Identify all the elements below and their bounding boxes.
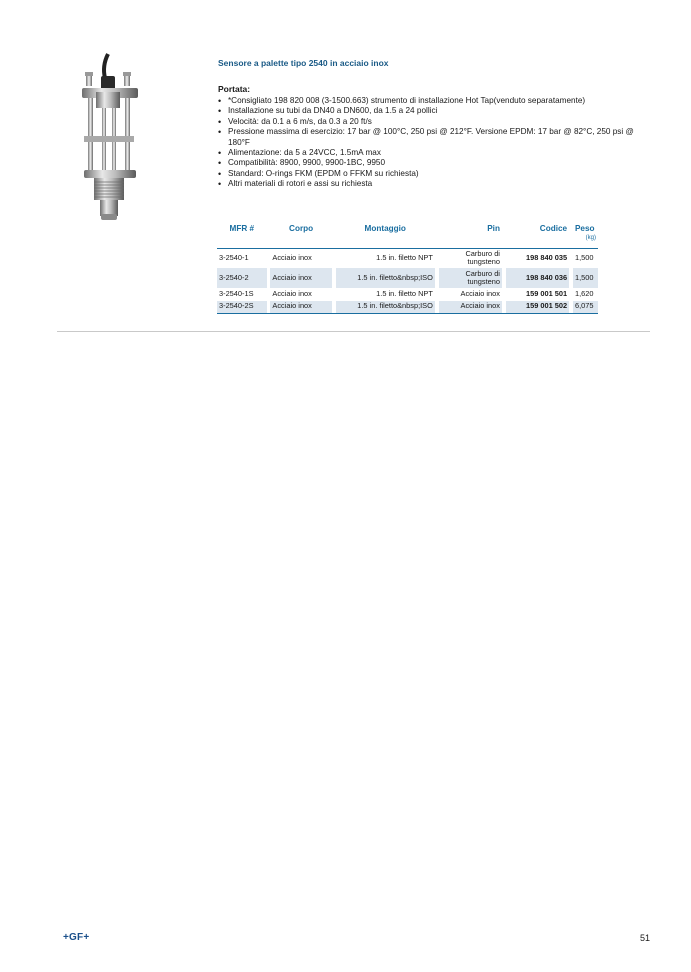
bullet-item: • Standard: O-rings FKM (EPDM o FFKM su richiesta) [218, 169, 648, 179]
cell-pin-line1: Carburo di [465, 268, 500, 278]
bullet-item: • *Consigliato 198 820 008 (3-1500.663) strumento di installazione Hot Tap(venduto separatamente) [218, 96, 648, 106]
bullet-item: • Velocità: da 0.1 a 6 m/s, da 0.3 a 20 ft/s [218, 117, 648, 127]
cell-codice: 198 840 035 [526, 253, 568, 262]
cell-corpo: Acciaio inox [272, 253, 312, 262]
paddlewheel-sensor-photo [78, 52, 148, 222]
cell-codice: 198 840 036 [506, 268, 569, 288]
cell-pin-line2: tungsteno [467, 277, 500, 286]
table-row [217, 248, 598, 268]
header-peso [573, 224, 598, 248]
bullet-item: • Compatibilità: 8900, 9900, 9900-1BC, 9950 [218, 158, 648, 168]
cell-montaggio: 1.5 in. filetto NPT [376, 289, 433, 298]
bullet-item: • Installazione su tubi da DN40 a DN600, da 1.5 a 24 pollici [218, 106, 648, 116]
header-codice: Codice [539, 224, 568, 233]
cell-pin: Acciaio inox [460, 289, 500, 298]
cell-codice: 159 001 501 [526, 289, 568, 298]
bullet-item: • Alimentazione: da 5 a 24VCC, 1.5mA max [218, 148, 648, 158]
cell-codice: 159 001 502 [506, 301, 569, 314]
section-divider [57, 331, 650, 332]
portata-bullet-list [218, 96, 648, 190]
cell-mfr: 3-2540-2 [217, 268, 267, 288]
cell-pin-line2: tungsteno [467, 257, 500, 267]
table-row [217, 288, 598, 301]
cell-pin [439, 248, 502, 268]
cell-mfr: 3-2540-1S [219, 289, 254, 298]
cell-peso: 1,500 [574, 253, 594, 262]
portata-heading: Portata: [218, 84, 251, 94]
cell-corpo: Acciaio inox [270, 268, 331, 288]
cell-peso: 1,500 [573, 268, 598, 288]
cell-montaggio: 1.5 in. filetto&nbsp;ISO [336, 268, 435, 288]
cell-montaggio: 1.5 in. filetto NPT [376, 253, 433, 262]
cell-mfr: 3-2540-1 [219, 253, 249, 262]
cell-peso: 6,075 [573, 301, 598, 314]
header-montaggio: Montaggio [364, 224, 406, 233]
cell-corpo: Acciaio inox [270, 301, 331, 314]
cell-pin [439, 268, 502, 288]
cell-peso: 1,620 [574, 289, 594, 298]
header-peso-unit: (kg) [585, 235, 596, 241]
product-title: Sensore a palette tipo 2540 in acciaio inox [218, 58, 389, 68]
header-pin: Pin [487, 224, 500, 233]
header-corpo: Corpo [289, 224, 314, 233]
gf-logo: +GF+ [63, 932, 90, 943]
header-peso-label: Peso [574, 224, 595, 233]
table-header-row [217, 224, 598, 248]
table-row [217, 268, 598, 288]
table-row [217, 301, 598, 314]
header-mfr: MFR # [229, 224, 255, 233]
cell-mfr: 3-2540-2S [217, 301, 267, 314]
bullet-item: • Altri materiali di rotori e assi su richiesta [218, 179, 648, 189]
page-number: 51 [640, 933, 651, 943]
cell-montaggio: 1.5 in. filetto&nbsp;ISO [336, 301, 435, 314]
cell-corpo: Acciaio inox [272, 289, 312, 298]
cell-pin: Acciaio inox [439, 301, 502, 314]
cell-pin-line1: Carburo di [465, 248, 500, 258]
bullet-item: • Pressione massima di esercizio: 17 bar @ 100°C, 250 psi @ 212°F. Versione EPDM: 17 bar @ 82°C, 250 psi @ 180°F [218, 127, 648, 148]
product-spec-table [217, 224, 598, 314]
